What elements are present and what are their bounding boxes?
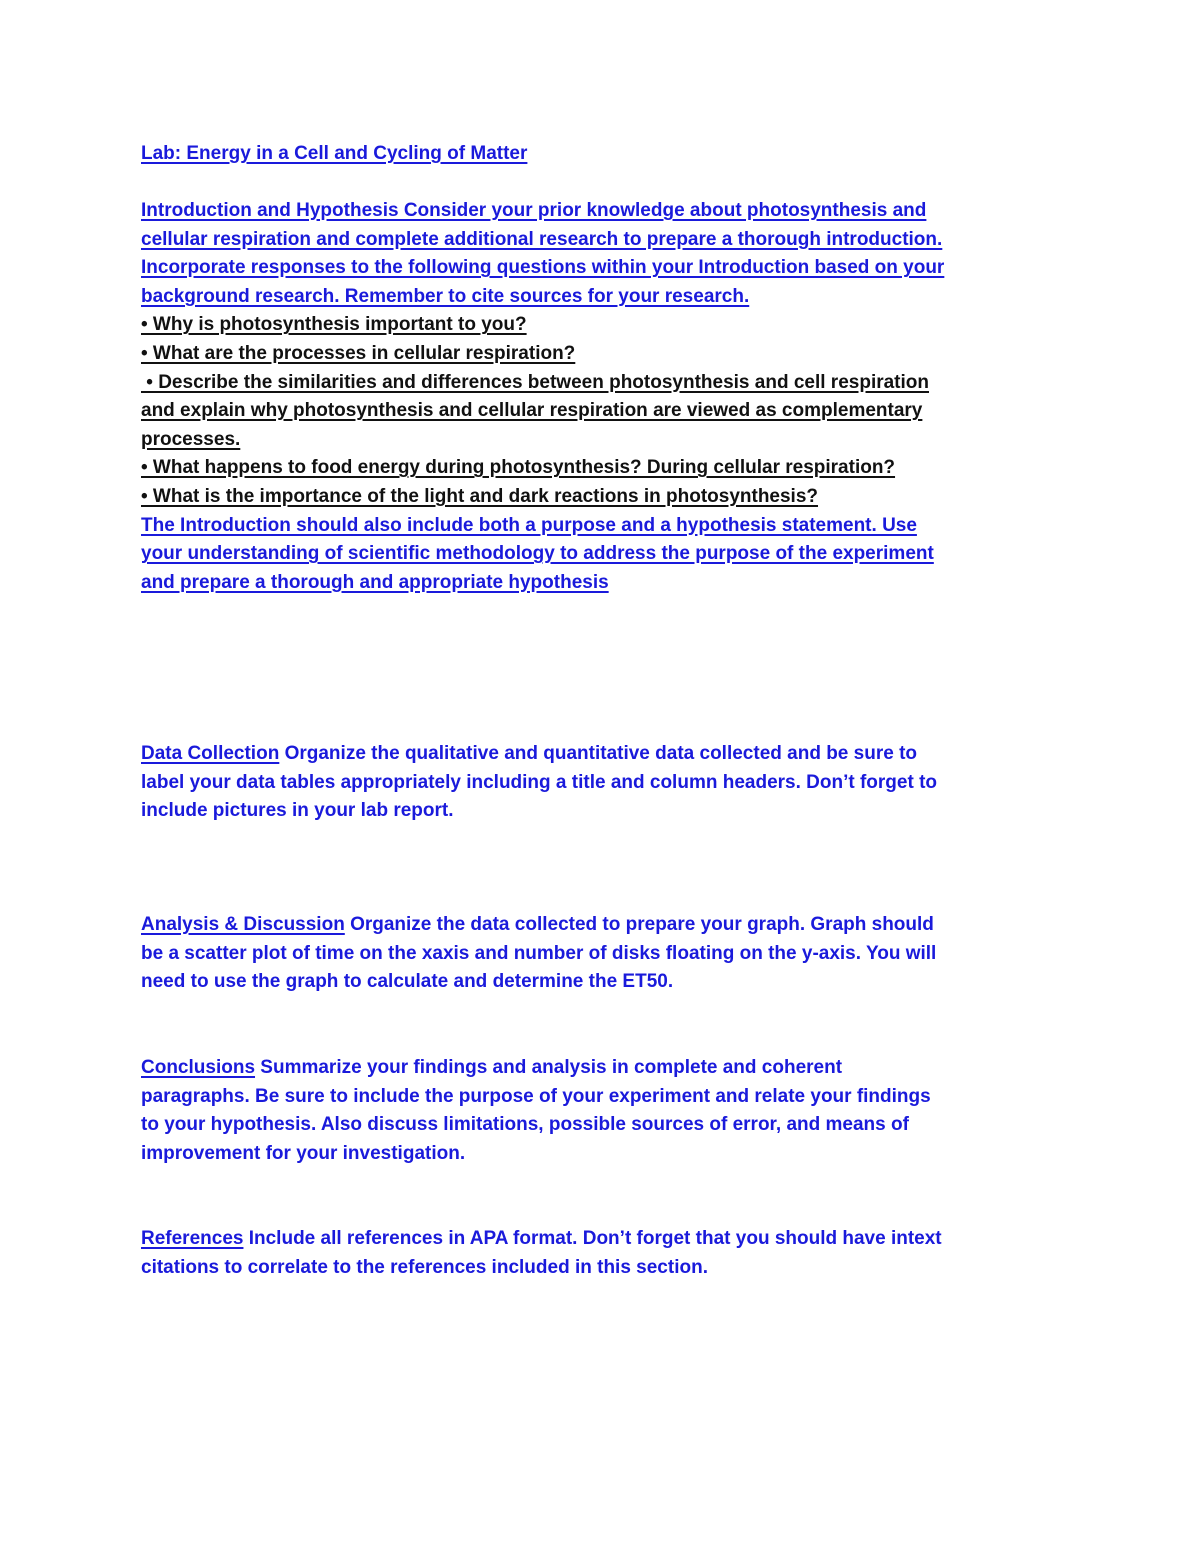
data-collection-section bbox=[141, 740, 1081, 826]
data-collection-heading: Data Collection bbox=[141, 743, 280, 764]
question-item: • Why is photosynthesis important to you? bbox=[141, 314, 527, 336]
data-collection-text: label your data tables appropriately including a title and column headers. Don’t forget to bbox=[141, 771, 938, 793]
question-item: • Describe the similarities and differences between photosynthesis and cell respiration bbox=[141, 371, 929, 393]
conclusions-section bbox=[141, 1054, 1081, 1168]
question-item: • What happens to food energy during photosynthesis? During cellular respiration? bbox=[141, 457, 896, 479]
intro-closing-line: The Introduction should also include both a purpose and a hypothesis statement. Use bbox=[141, 514, 917, 536]
introduction-section bbox=[141, 197, 1081, 597]
intro-line: cellular respiration and complete additional research to prepare a thorough introduction. bbox=[141, 228, 943, 250]
references-text: citations to correlate to the references included in this section. bbox=[141, 1256, 708, 1278]
title-block bbox=[141, 140, 1081, 169]
conclusions-heading: Conclusions bbox=[141, 1057, 256, 1078]
document-title: Lab: Energy in a Cell and Cycling of Matter bbox=[141, 143, 528, 164]
intro-line: background research. Remember to cite sources for your research. bbox=[141, 285, 750, 307]
conclusions-text: to your hypothesis. Also discuss limitations, possible sources of error, and means of bbox=[141, 1114, 909, 1136]
question-item: • What are the processes in cellular respiration? bbox=[141, 342, 576, 364]
intro-line: Incorporate responses to the following questions within your Introduction based on your bbox=[141, 257, 945, 279]
intro-closing-line: your understanding of scientific methodology to address the purpose of the experiment bbox=[141, 543, 934, 565]
analysis-section bbox=[141, 911, 1081, 997]
data-collection-text: include pictures in your lab report. bbox=[141, 800, 454, 822]
conclusions-text: Summarize your findings and analysis in complete and coherent bbox=[255, 1057, 843, 1078]
references-text: Include all references in APA format. Don’t forget that you should have intext bbox=[243, 1228, 942, 1249]
conclusions-text: paragraphs. Be sure to include the purpose of your experiment and relate your findings bbox=[141, 1085, 931, 1107]
question-item: and explain why photosynthesis and cellular respiration are viewed as complementary bbox=[141, 400, 923, 422]
references-heading: References bbox=[141, 1228, 244, 1249]
conclusions-text: improvement for your investigation. bbox=[141, 1142, 466, 1164]
analysis-heading: Analysis & Discussion bbox=[141, 914, 345, 935]
analysis-text: be a scatter plot of time on the xaxis and number of disks floating on the y-axis. You will bbox=[141, 942, 937, 964]
question-item: processes. bbox=[141, 428, 241, 450]
question-item: • What is the importance of the light and dark reactions in photosynthesis? bbox=[141, 485, 819, 507]
analysis-text: need to use the graph to calculate and determine the ET50. bbox=[141, 971, 674, 993]
references-section bbox=[141, 1225, 1081, 1282]
data-collection-text: Organize the qualitative and quantitative data collected and be sure to bbox=[279, 743, 917, 764]
intro-closing-line: and prepare a thorough and appropriate hypothesis bbox=[141, 571, 609, 593]
analysis-text: Organize the data collected to prepare your graph. Graph should bbox=[344, 914, 934, 935]
intro-line: Introduction and Hypothesis Consider your prior knowledge about photosynthesis and bbox=[141, 200, 927, 221]
